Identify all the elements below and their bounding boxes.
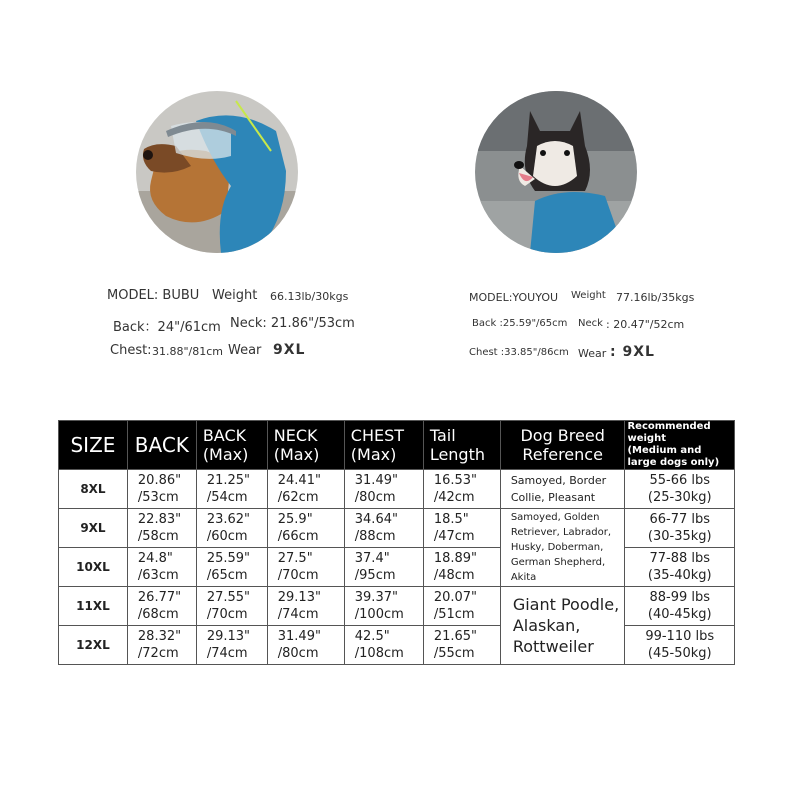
weight-lbs: 66-77 lbs [649, 512, 711, 527]
breed-line: Husky, Doberman, [510, 542, 604, 553]
back-cell [127, 587, 196, 626]
back-cell [127, 509, 196, 548]
chest-cell [344, 470, 423, 509]
model2-neck-value: : 20.47"/52cm [606, 318, 685, 331]
back-max-in: 27.55" [206, 590, 251, 605]
header-tail-line2: Length [429, 445, 485, 464]
neck-cell [267, 548, 344, 587]
header-neck-line1: NECK [273, 426, 318, 445]
model1-back: Back：24"/61cm [113, 320, 221, 335]
model2-weight-label: Weight [571, 290, 606, 301]
tail-cell [423, 470, 500, 509]
back-in: 28.32" [137, 629, 182, 644]
tail-cm: /42cm [433, 490, 475, 505]
chest-in: 31.49" [354, 473, 398, 488]
breed-line: Collie, Pleasant [510, 491, 596, 504]
tail-in: 20.07" [433, 590, 478, 605]
breed-line: Rottweiler [512, 637, 594, 656]
size-cell: 10XL [59, 548, 128, 587]
neck-cell [267, 587, 344, 626]
breed-line: Retriever, Labrador, [510, 527, 612, 538]
table-header-row [59, 421, 735, 470]
table-row [59, 470, 735, 509]
back-cm: /68cm [137, 607, 179, 622]
chest-cm: /80cm [354, 490, 396, 505]
chest-cm: /108cm [354, 646, 404, 661]
size-cell: 11XL [59, 587, 128, 626]
table-row [59, 587, 735, 626]
header-neck [267, 421, 344, 470]
header-weight [625, 421, 735, 470]
back-max-cm: /65cm [206, 568, 248, 583]
model2-chest: Chest :33.85"/86cm [469, 347, 569, 358]
weight-cell [625, 470, 735, 509]
neck-in: 29.13" [277, 590, 321, 605]
neck-cell [267, 509, 344, 548]
neck-in: 27.5" [277, 551, 313, 566]
tail-cm: /48cm [433, 568, 475, 583]
back-in: 26.77" [137, 590, 182, 605]
back-max-cell [196, 548, 267, 587]
breed-line: Akita [510, 572, 537, 583]
breed-line: Samoyed, Golden [510, 512, 600, 523]
header-chest-line2: (Max) [350, 445, 397, 464]
back-in: 20.86" [137, 473, 182, 488]
tail-cell [423, 626, 500, 665]
model2-name: MODEL:YOUYOU [469, 291, 559, 304]
model2-neck-label: Neck [578, 318, 603, 329]
chest-cell [344, 548, 423, 587]
weight-lbs: 55-66 lbs [649, 473, 711, 488]
breed-cell-group3 [500, 587, 625, 665]
back-max-cell [196, 509, 267, 548]
neck-in: 24.41" [277, 473, 321, 488]
back-max-cell [196, 587, 267, 626]
header-weight-line1: Recommended weight [627, 421, 711, 444]
model2-weight-value: 77.16lb/35kgs [616, 291, 695, 304]
chest-in: 37.4" [354, 551, 390, 566]
table-row [59, 548, 735, 587]
neck-cm: /62cm [277, 490, 319, 505]
size-cell: 9XL [59, 509, 128, 548]
model1-name: MODEL: BUBU [107, 288, 200, 303]
neck-cm: /70cm [277, 568, 319, 583]
chest-in: 34.64" [354, 512, 398, 527]
model2-back: Back :25.59"/65cm [472, 318, 568, 329]
back-max-cm: /60cm [206, 529, 248, 544]
weight-cell [625, 587, 735, 626]
neck-cm: /66cm [277, 529, 319, 544]
header-chest [344, 421, 423, 470]
back-max-in: 25.59" [206, 551, 251, 566]
header-back-max-line1: BACK [202, 426, 247, 445]
chest-cell [344, 509, 423, 548]
weight-cell [625, 509, 735, 548]
neck-cm: /80cm [277, 646, 319, 661]
tail-cell [423, 548, 500, 587]
back-cm: /63cm [137, 568, 179, 583]
size-chart-table [58, 420, 735, 665]
back-max-cm: /70cm [206, 607, 248, 622]
header-breed-line1: Dog Breed [520, 426, 605, 445]
model2-wear-value: : 9XL [610, 344, 655, 360]
tail-in: 21.65" [433, 629, 478, 644]
weight-kg: (30-35kg) [647, 529, 712, 544]
model1-wear-value: 9XL [273, 342, 306, 358]
weight-cell [625, 548, 735, 587]
model1-chest-value: 31.88"/81cm [152, 345, 224, 358]
tail-cm: /51cm [433, 607, 475, 622]
breed-cell-group2 [500, 509, 625, 587]
tail-cm: /47cm [433, 529, 475, 544]
size-cell: 12XL [59, 626, 128, 665]
header-breed [500, 421, 625, 470]
weight-kg: (35-40kg) [647, 568, 712, 583]
back-in: 24.8" [137, 551, 173, 566]
model1-weight-value: 66.13lb/30kgs [270, 290, 349, 303]
tail-in: 18.89" [433, 551, 478, 566]
model1-neck: Neck: 21.86"/53cm [230, 316, 355, 331]
breed-cell-group1 [500, 470, 625, 509]
breed-line: German Shepherd, [510, 557, 606, 568]
header-weight-line2: (Medium and [627, 445, 702, 456]
header-tail-line1: Tail [429, 426, 456, 445]
breed-line: Alaskan, [512, 616, 581, 635]
weight-kg: (40-45kg) [647, 607, 712, 622]
neck-in: 31.49" [277, 629, 321, 644]
back-in: 22.83" [137, 512, 182, 527]
back-cm: /53cm [137, 490, 179, 505]
model2-wear-label: Wear [578, 347, 607, 360]
back-cell [127, 548, 196, 587]
header-back-max [196, 421, 267, 470]
header-weight-line3: large dogs only) [627, 457, 720, 468]
weight-lbs: 99-110 lbs [645, 629, 715, 644]
tail-cell [423, 509, 500, 548]
model1-chest-label: Chest: [110, 343, 152, 358]
header-back: BACK [127, 421, 196, 470]
back-max-cm: /74cm [206, 646, 248, 661]
breed-line: Samoyed, Border [510, 474, 607, 487]
weight-kg: (45-50kg) [647, 646, 712, 661]
chest-cm: /95cm [354, 568, 396, 583]
back-max-in: 29.13" [206, 629, 251, 644]
table-row [59, 626, 735, 665]
tail-in: 16.53" [433, 473, 478, 488]
back-cm: /58cm [137, 529, 179, 544]
back-max-cm: /54cm [206, 490, 248, 505]
back-max-in: 23.62" [206, 512, 251, 527]
table-row [59, 509, 735, 548]
back-cm: /72cm [137, 646, 179, 661]
tail-cm: /55cm [433, 646, 475, 661]
header-back-max-line2: (Max) [202, 445, 249, 464]
neck-in: 25.9" [277, 512, 313, 527]
chest-cell [344, 626, 423, 665]
chest-in: 39.37" [354, 590, 398, 605]
model1-weight-label: Weight [212, 288, 258, 303]
chest-cm: /100cm [354, 607, 404, 622]
back-cell [127, 470, 196, 509]
back-max-cell [196, 626, 267, 665]
tail-cell [423, 587, 500, 626]
model1-wear-label: Wear [228, 343, 262, 358]
neck-cm: /74cm [277, 607, 319, 622]
header-chest-line1: CHEST [350, 426, 405, 445]
back-max-in: 21.25" [206, 473, 251, 488]
size-cell: 8XL [59, 470, 128, 509]
header-size: SIZE [59, 421, 128, 470]
neck-cell [267, 470, 344, 509]
weight-kg: (25-30kg) [647, 490, 712, 505]
model-youyou-photo [475, 91, 637, 253]
tail-in: 18.5" [433, 512, 469, 527]
header-tail [423, 421, 500, 470]
neck-cell [267, 626, 344, 665]
chest-in: 42.5" [354, 629, 390, 644]
weight-lbs: 77-88 lbs [649, 551, 711, 566]
header-breed-line2: Reference [522, 445, 603, 464]
model-bubu-photo [136, 91, 298, 253]
back-max-cell [196, 470, 267, 509]
header-neck-line2: (Max) [273, 445, 320, 464]
weight-lbs: 88-99 lbs [649, 590, 711, 605]
chest-cell [344, 587, 423, 626]
back-cell [127, 626, 196, 665]
weight-cell [625, 626, 735, 665]
chest-cm: /88cm [354, 529, 396, 544]
breed-line: Giant Poodle, [512, 595, 620, 614]
